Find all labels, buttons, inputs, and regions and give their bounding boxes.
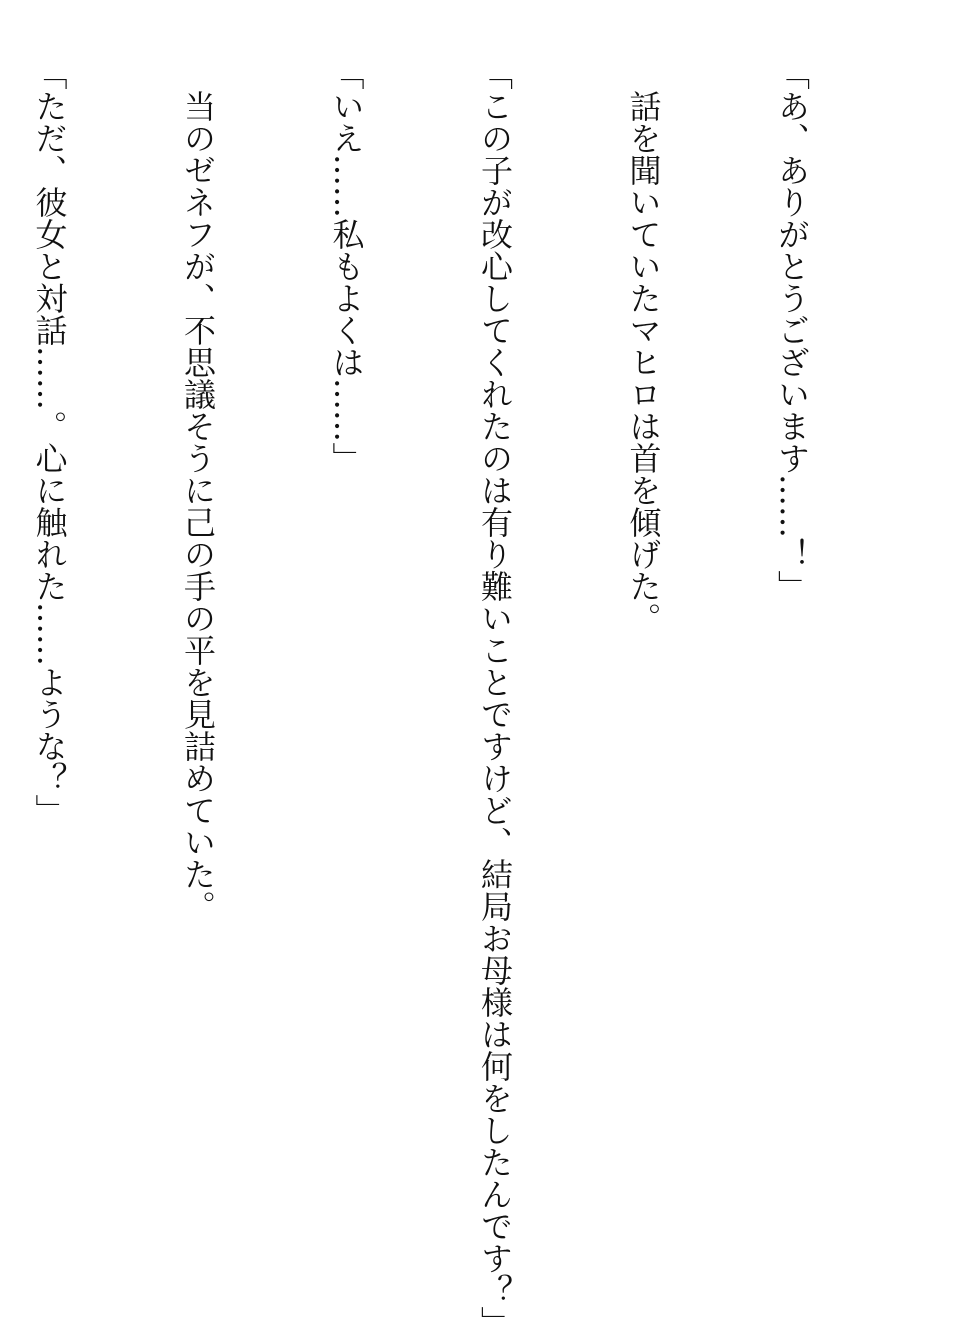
text-line-6: 「ただ、彼女と対話……。心に触れた……ような？」 (30, 58, 69, 826)
text-line-4: 「いえ……私もよくは……」 (327, 58, 366, 474)
text-line-3: 「この子が改心してくれたのは有り難いことですけど、結局お母様は何をしたんです？」 (476, 58, 514, 1338)
text-line-1: 「あ、ありがとうございます……！」 (773, 58, 811, 602)
text-line-2: 話を聞いていたマヒロは首を傾げた。 (624, 58, 663, 634)
vertical-text-body (0, 58, 915, 1338)
text-line-5: 当のゼネフが、不思議そうに己の手の平を見詰めていた。 (179, 58, 217, 922)
